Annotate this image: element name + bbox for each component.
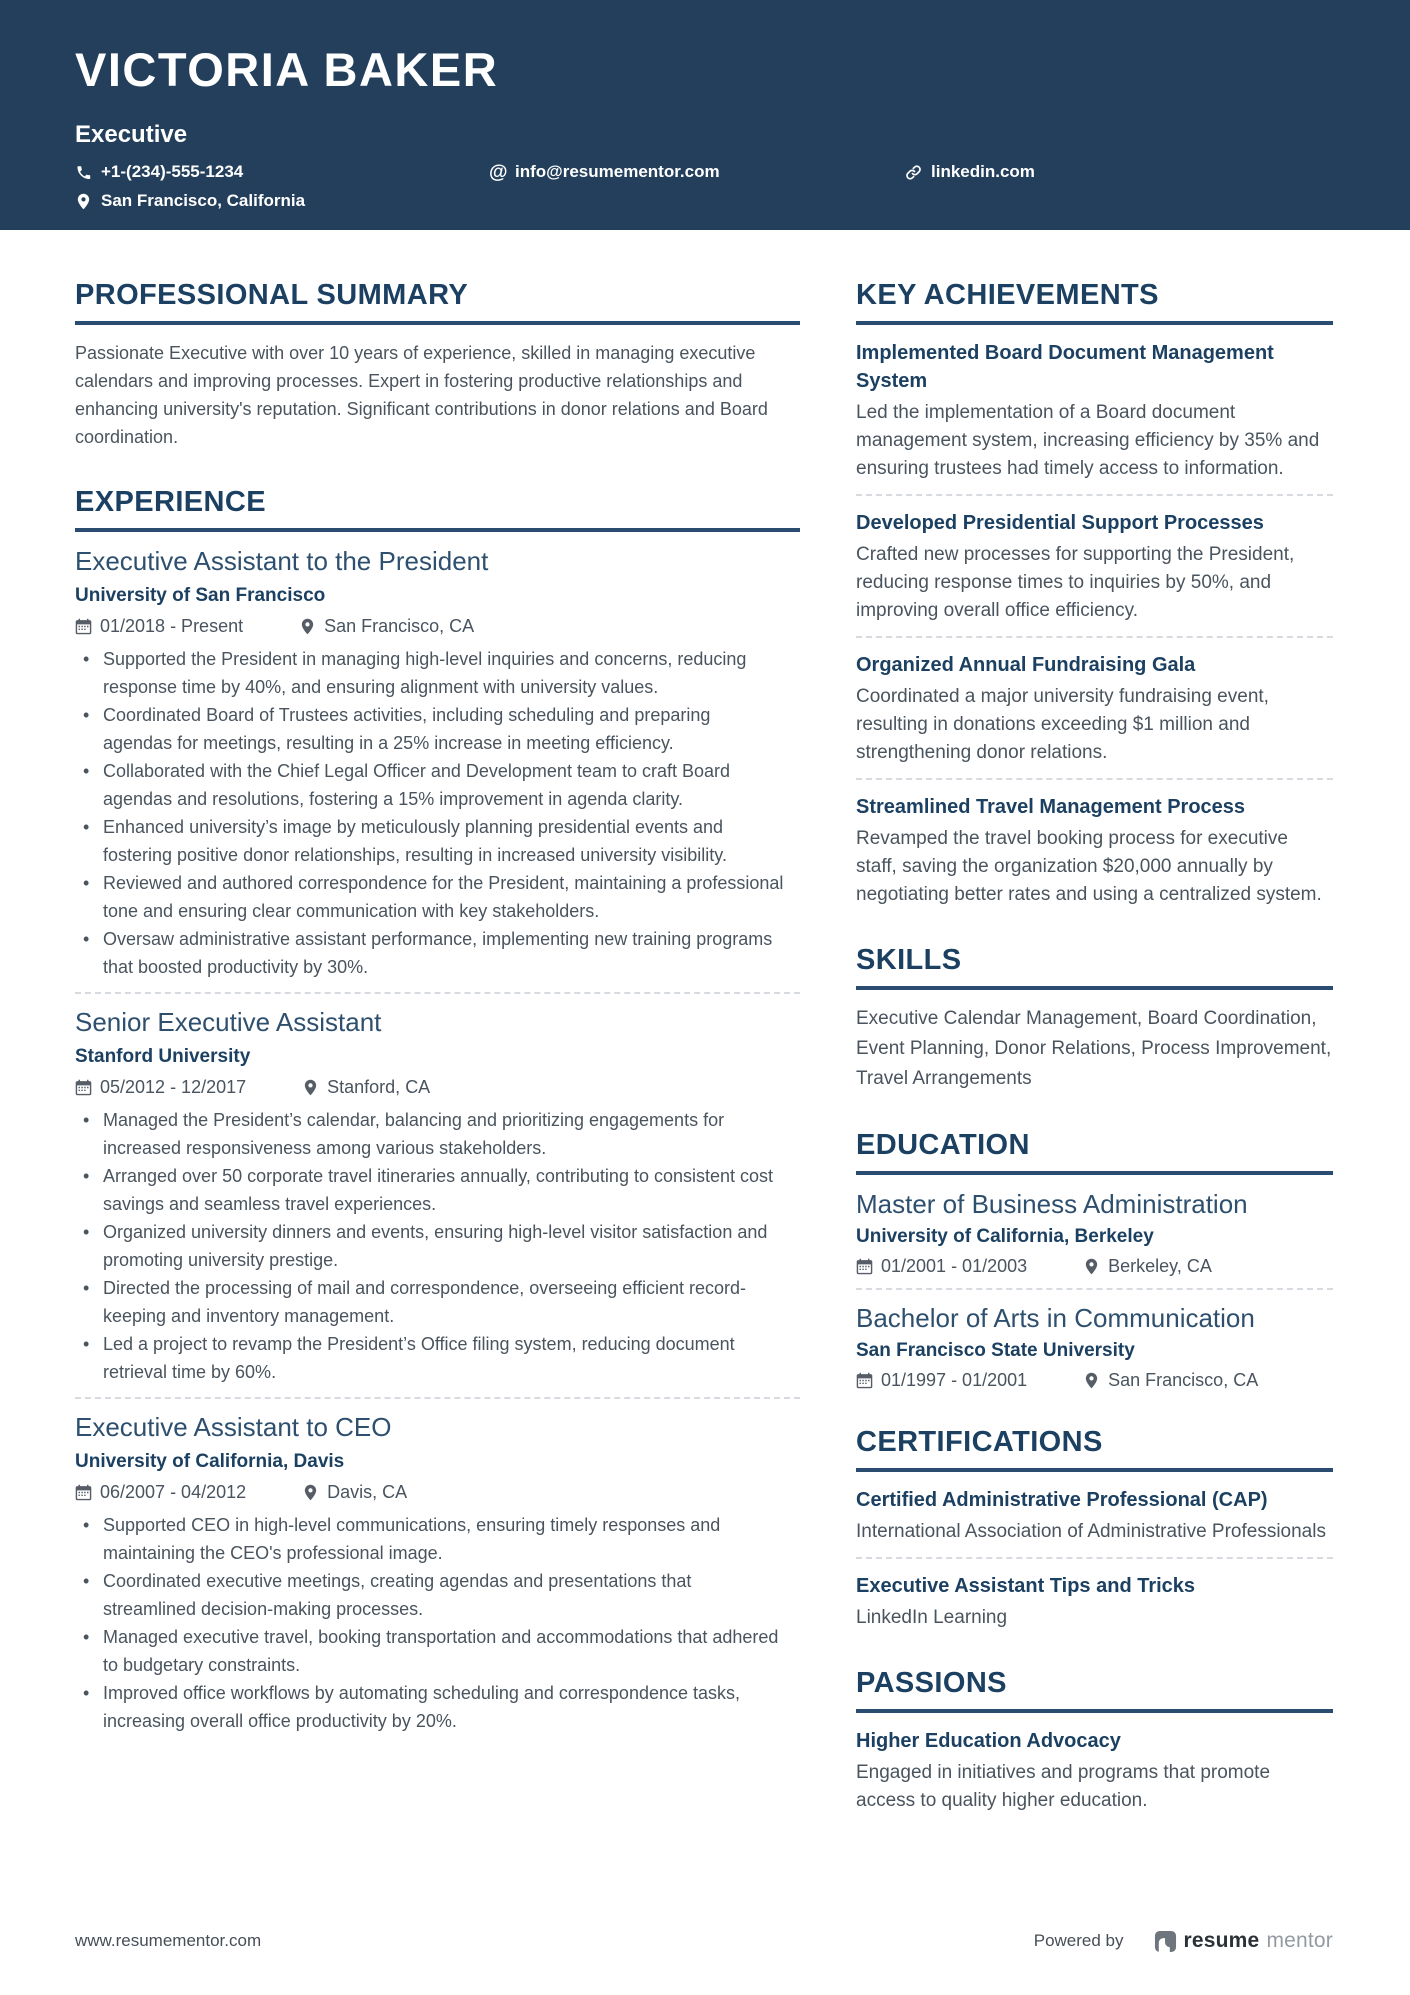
achievement-title: Organized Annual Fundraising Gala — [856, 654, 1196, 676]
footer — [75, 1929, 1333, 1953]
main-content — [0, 230, 1410, 1849]
achievement-title: Implemented Board Document Management System — [856, 342, 1274, 392]
divider — [856, 494, 1333, 496]
location-pin-icon — [302, 1484, 319, 1501]
job-title: Executive Assistant to the President — [75, 546, 489, 576]
job-title: Senior Executive Assistant — [75, 1007, 382, 1037]
contact-email[interactable] — [489, 162, 905, 182]
person-name: VICTORIA BAKER — [75, 43, 499, 96]
location-pin-icon — [299, 618, 316, 635]
date-text: 05/2012 - 12/2017 — [100, 1077, 247, 1097]
passion-text: Engaged in initiatives and programs that promote access to quality higher education. — [856, 1762, 1271, 1811]
education-location — [1083, 1255, 1212, 1277]
phone-icon — [75, 164, 92, 181]
right-column — [856, 278, 1333, 1849]
resumementor-logo-icon — [1154, 1930, 1177, 1953]
job-location — [302, 1076, 430, 1098]
bullet-item: • Arranged over 50 corporate travel itineraries annually, contributing to consistent cost savings and seamless travel experiences. — [75, 1162, 800, 1218]
bullet-item: • Directed the processing of mail and correspondence, overseeing efficient record-keeping and inventory management. — [75, 1274, 800, 1330]
location-pin-icon — [75, 193, 92, 210]
divider — [856, 1557, 1333, 1559]
divider — [75, 992, 800, 994]
education-meta — [856, 1369, 1333, 1391]
passion-item — [856, 1727, 1333, 1815]
location-pin-icon — [1083, 1372, 1100, 1389]
job-entry — [75, 546, 800, 981]
experience-heading: EXPERIENCE — [75, 485, 800, 532]
section-key-achievements — [856, 278, 1333, 909]
company-name: University of California, Davis — [75, 1451, 345, 1472]
skills-heading: SKILLS — [856, 943, 1333, 990]
calendar-icon — [856, 1372, 873, 1389]
bullet-list — [75, 1106, 800, 1386]
bullet-item: • Enhanced university’s image by meticulously planning presidential events and fostering positive donor relationships, resulting in increased university visibility. — [75, 813, 800, 869]
location-text: San Francisco, CA — [324, 616, 475, 636]
achievement-title: Streamlined Travel Management Process — [856, 796, 1246, 818]
job-meta — [75, 615, 800, 637]
contact-row-2 — [75, 191, 1335, 211]
date-text: 01/2018 - Present — [100, 616, 244, 636]
bullet-item: • Managed executive travel, booking transportation and accommodations that adhered to budgetary constraints. — [75, 1623, 800, 1679]
phone-number: +1-(234)-555-1234 — [101, 162, 244, 181]
role-title: Executive — [75, 121, 188, 148]
link-icon — [905, 164, 922, 181]
divider — [856, 636, 1333, 638]
education-heading: EDUCATION — [856, 1128, 1333, 1175]
achievement-item — [856, 651, 1333, 767]
section-passions — [856, 1666, 1333, 1815]
bullet-item: • Organized university dinners and events, ensuring high-level visitor satisfaction and promoting university prestige. — [75, 1218, 800, 1274]
date-text: 01/1997 - 01/2001 — [881, 1370, 1028, 1390]
achievement-item — [856, 339, 1333, 483]
location-text: Davis, CA — [327, 1482, 408, 1502]
summary-text: Passionate Executive with over 10 years of experience, skilled in managing executive calendars and improving processes. Expert in fostering productive relationships and enhancing university's reputation. Significant contributions in donor relations and Board coordination. — [75, 343, 768, 447]
logo-text-light: mentor — [1266, 1929, 1333, 1952]
education-location — [1083, 1369, 1258, 1391]
achievement-title: Developed Presidential Support Processes — [856, 512, 1264, 534]
education-entry — [856, 1303, 1333, 1391]
skills-text: Executive Calendar Management, Board Coordination, Event Planning, Donor Relations, Process Improvement, Travel Arrangements — [856, 1008, 1332, 1089]
education-meta — [856, 1255, 1333, 1277]
achievements-heading: KEY ACHIEVEMENTS — [856, 278, 1333, 325]
date-range — [856, 1255, 1027, 1277]
bullet-item: • Supported the President in managing high-level inquiries and concerns, reducing response time by 40%, and ensuring alignment with university values. — [75, 645, 800, 701]
certification-item — [856, 1572, 1333, 1632]
contact-row-1 — [75, 162, 1335, 182]
section-education — [856, 1128, 1333, 1391]
date-text: 06/2007 - 04/2012 — [100, 1482, 247, 1502]
passion-title: Higher Education Advocacy — [856, 1730, 1121, 1752]
location-text: San Francisco, California — [101, 191, 306, 210]
certification-title: Certified Administrative Professional (CAP) — [856, 1489, 1268, 1511]
bullet-list — [75, 1511, 800, 1735]
location-pin-icon — [1083, 1258, 1100, 1275]
section-professional-summary — [75, 278, 800, 451]
contact-linkedin[interactable] — [905, 162, 1035, 182]
linkedin-url: linkedin.com — [931, 162, 1035, 181]
location-text: San Francisco, CA — [1108, 1370, 1259, 1390]
location-text: Berkeley, CA — [1108, 1256, 1212, 1276]
job-entry — [75, 1007, 800, 1386]
bullet-item: • Oversaw administrative assistant performance, implementing new training programs that boosted productivity by 30%. — [75, 925, 800, 981]
summary-heading: PROFESSIONAL SUMMARY — [75, 278, 800, 325]
achievement-text: Led the implementation of a Board document management system, increasing efficiency by 35% and ensuring trustees had timely access to information. — [856, 402, 1320, 479]
certification-org: LinkedIn Learning — [856, 1607, 1008, 1628]
job-title: Executive Assistant to CEO — [75, 1412, 392, 1442]
achievement-item — [856, 509, 1333, 625]
certification-org: International Association of Administrative Professionals — [856, 1521, 1326, 1542]
achievement-text: Revamped the travel booking process for executive staff, saving the organization $20,000 annually by negotiating better rates and using a centralized system. — [856, 828, 1322, 905]
bullet-item: • Managed the President’s calendar, balancing and prioritizing engagements for increased responsiveness among various stakeholders. — [75, 1106, 800, 1162]
header — [0, 0, 1410, 230]
bullet-item: • Improved office workflows by automating scheduling and correspondence tasks, increasing overall office productivity by 20%. — [75, 1679, 800, 1735]
logo-text-bold: resume — [1183, 1929, 1260, 1952]
divider — [856, 1288, 1333, 1290]
powered-by — [1034, 1929, 1333, 1953]
job-entry — [75, 1412, 800, 1735]
degree-title: Master of Business Administration — [856, 1189, 1248, 1219]
date-range — [75, 615, 243, 637]
contact-location — [75, 191, 305, 211]
at-icon: @ — [489, 161, 508, 183]
location-pin-icon — [302, 1079, 319, 1096]
contact-phone[interactable] — [75, 162, 489, 182]
job-location — [302, 1481, 407, 1503]
job-meta — [75, 1481, 800, 1503]
divider — [75, 1397, 800, 1399]
footer-website-link[interactable]: www.resumementor.com — [75, 1931, 262, 1950]
bullet-item: • Coordinated Board of Trustees activities, including scheduling and preparing agendas for meetings, resulting in a 25% increase in meeting efficiency. — [75, 701, 800, 757]
bullet-item: • Coordinated executive meetings, creating agendas and presentations that streamlined decision-making processes. — [75, 1567, 800, 1623]
certification-item — [856, 1486, 1333, 1546]
section-experience — [75, 485, 800, 1735]
job-location — [299, 615, 474, 637]
bullet-item: • Led a project to revamp the President’s Office filing system, reducing document retrieval time by 60%. — [75, 1330, 800, 1386]
section-skills — [856, 943, 1333, 1094]
divider — [856, 778, 1333, 780]
school-name: University of California, Berkeley — [856, 1226, 1154, 1247]
company-name: University of San Francisco — [75, 585, 326, 606]
achievement-text: Crafted new processes for supporting the President, reducing response times to inquiries by 50%, and improving overall office efficiency. — [856, 544, 1295, 621]
date-text: 01/2001 - 01/2003 — [881, 1256, 1028, 1276]
job-meta — [75, 1076, 800, 1098]
resumementor-logo[interactable] — [1154, 1929, 1333, 1953]
achievement-item — [856, 793, 1333, 909]
calendar-icon — [75, 1079, 92, 1096]
bullet-list — [75, 645, 800, 981]
date-range — [75, 1481, 246, 1503]
left-column — [75, 278, 800, 1849]
bullet-item: • Reviewed and authored correspondence for the President, maintaining a professional tone and ensuring clear communication with key stakeholders. — [75, 869, 800, 925]
section-certifications — [856, 1425, 1333, 1632]
date-range — [75, 1076, 246, 1098]
calendar-icon — [75, 1484, 92, 1501]
calendar-icon — [75, 618, 92, 635]
passions-heading: PASSIONS — [856, 1666, 1333, 1713]
school-name: San Francisco State University — [856, 1340, 1135, 1361]
company-name: Stanford University — [75, 1046, 251, 1067]
email-address: info@resumementor.com — [515, 162, 720, 181]
achievement-text: Coordinated a major university fundraising event, resulting in donations exceeding $1 million and strengthening donor relations. — [856, 686, 1269, 763]
bullet-item: • Supported CEO in high-level communications, ensuring timely responses and maintaining the CEO's professional image. — [75, 1511, 800, 1567]
date-range — [856, 1369, 1027, 1391]
powered-by-label: Powered by — [1033, 1931, 1124, 1950]
education-entry — [856, 1189, 1333, 1277]
calendar-icon — [856, 1258, 873, 1275]
degree-title: Bachelor of Arts in Communication — [856, 1303, 1255, 1333]
bullet-item: • Collaborated with the Chief Legal Officer and Development team to craft Board agendas and resolutions, fostering a 15% improvement in agenda clarity. — [75, 757, 800, 813]
certifications-heading: CERTIFICATIONS — [856, 1425, 1333, 1472]
location-text: Stanford, CA — [327, 1077, 431, 1097]
certification-title: Executive Assistant Tips and Tricks — [856, 1575, 1196, 1597]
